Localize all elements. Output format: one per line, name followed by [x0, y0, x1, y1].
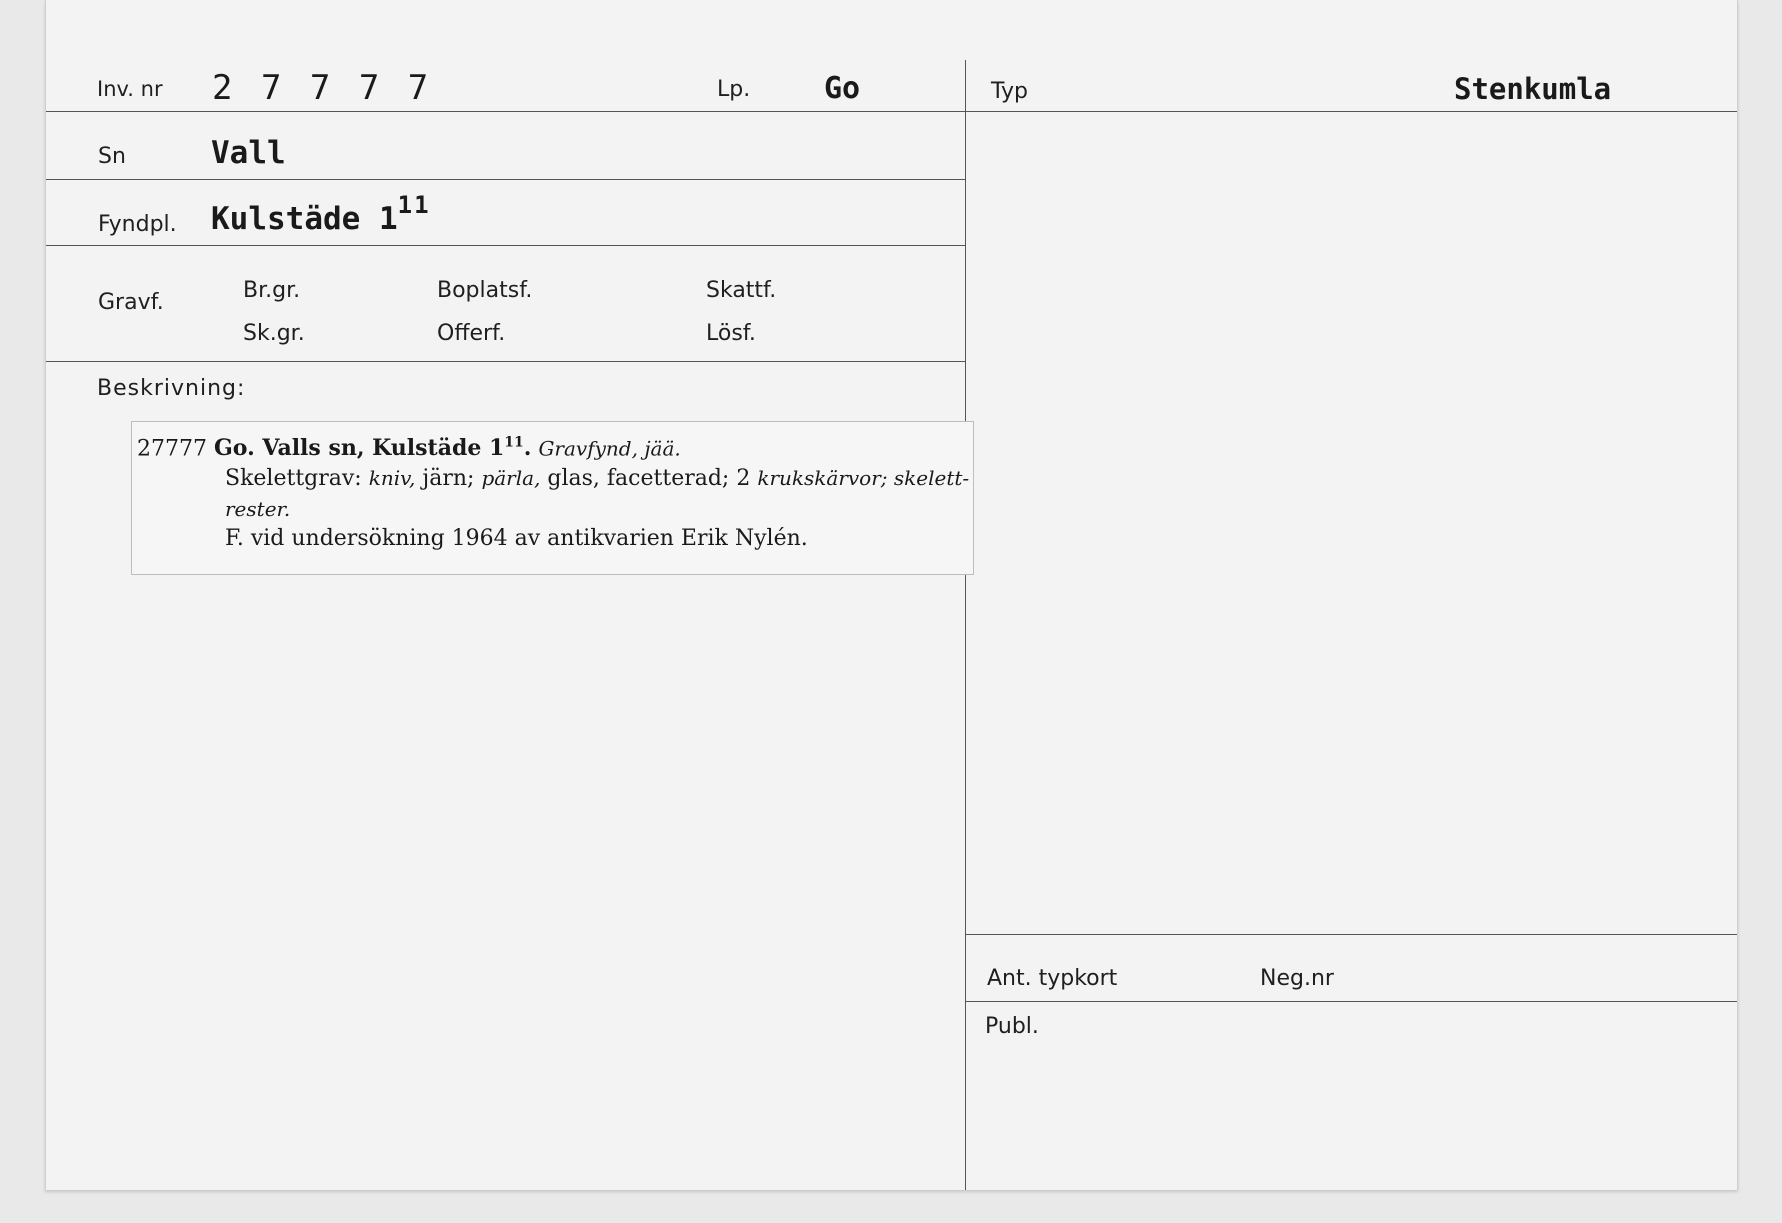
column-divider: [965, 60, 966, 1190]
slip-line-3: rester.: [225, 497, 291, 521]
fyndpl-value-text: Kulstäde 1: [211, 201, 398, 237]
slip-line-1: [137, 435, 681, 461]
fyndpl-superscript: 11: [397, 191, 431, 219]
catalog-card: [45, 0, 1738, 1190]
ant-typkort-label: Ant. typkort: [987, 966, 1118, 991]
gravf-losf: Lösf.: [706, 321, 756, 346]
slip-line-4: F. vid undersökning 1964 av antikvarien Erik Nylén.: [225, 526, 808, 551]
rule-top: [46, 111, 965, 112]
inv-nr-value: 2 7 7 7 7: [212, 68, 433, 108]
beskrivning-label: Beskrivning:: [97, 376, 246, 401]
typ-label: Typ: [991, 79, 1028, 104]
lp-value: Go: [824, 71, 861, 106]
gravf-sk-gr: Sk.gr.: [243, 321, 305, 346]
rule-sn: [46, 179, 965, 180]
slip-line-2: Skelettgrav: kniv, järn; pärla, glas, facetterad; 2 krukskärvor; skelett-: [225, 466, 970, 491]
neg-nr-label: Neg.nr: [1260, 966, 1334, 991]
rule-typ: [966, 111, 1737, 112]
gravf-skattf: Skattf.: [706, 278, 777, 303]
gravf-br-gr: Br.gr.: [243, 278, 301, 303]
slip-title-italic: Gravfynd, jää.: [538, 436, 681, 461]
typ-value: Stenkumla: [1454, 72, 1612, 106]
gravf-offerf: Offerf.: [437, 321, 506, 346]
slip-number: 27777: [137, 436, 207, 462]
fyndpl-label: Fyndpl.: [98, 212, 177, 237]
gravf-boplatsf: Boplatsf.: [437, 278, 533, 303]
rule-fyndpl: [46, 245, 965, 246]
rule-ant: [966, 934, 1737, 935]
inv-nr-label: Inv. nr: [97, 77, 163, 101]
rule-publ: [966, 1001, 1737, 1002]
fyndpl-value: [211, 191, 431, 237]
description-slip: [131, 421, 974, 575]
rule-gravf: [46, 361, 965, 362]
publ-label: Publ.: [985, 1014, 1039, 1039]
sn-value: Vall: [211, 135, 286, 171]
gravf-label: Gravf.: [98, 290, 164, 315]
lp-label: Lp.: [717, 77, 751, 102]
slip-title: Go. Valls sn, Kulstäde $1^{11}$.: [214, 435, 532, 462]
sn-label: Sn: [98, 144, 126, 169]
